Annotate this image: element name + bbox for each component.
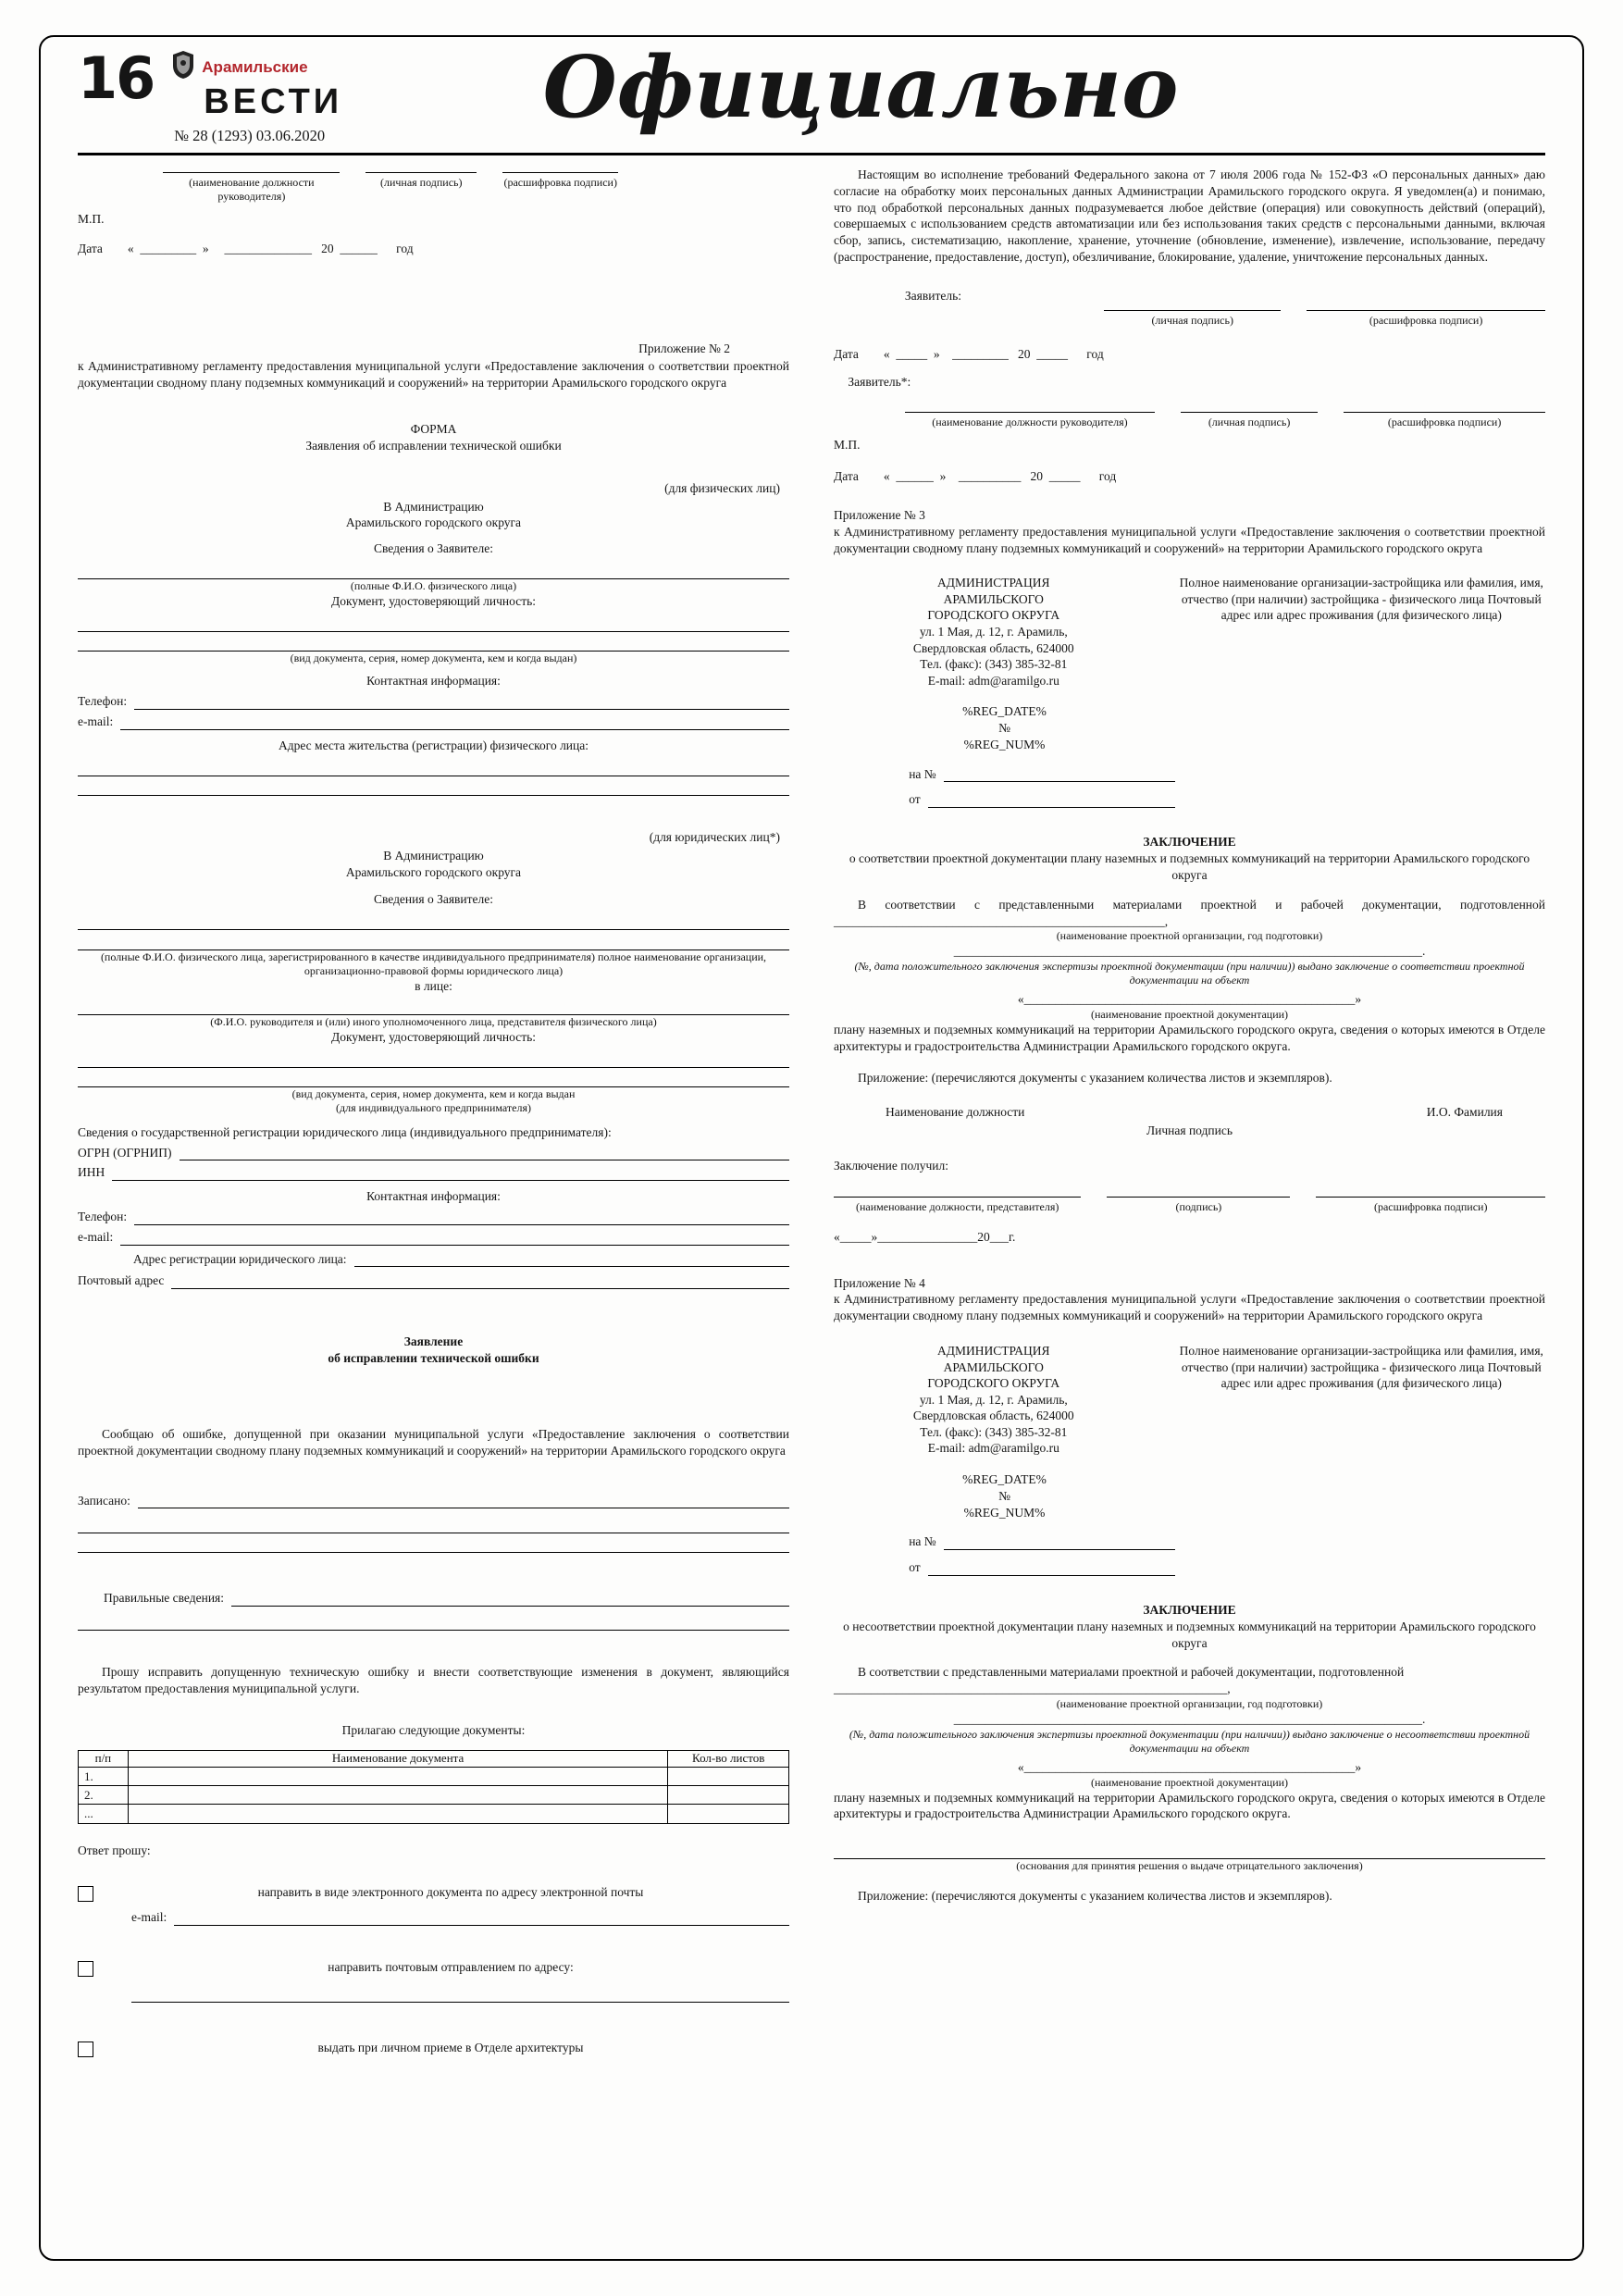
reg-number-placeholder: %REG_NUM%: [963, 737, 1046, 751]
administration-address-1: ул. 1 Мая, д. 12, г. Арамиль,: [919, 1392, 1068, 1407]
ogrn-row: [78, 1145, 789, 1161]
phone-label: Телефон:: [78, 1210, 128, 1223]
personal-signature-caption: (личная подпись): [1104, 310, 1281, 328]
email-row: [78, 714, 789, 730]
table-row: [79, 1805, 789, 1823]
administration-block: [834, 1343, 1154, 1457]
fill-line: [120, 716, 789, 730]
position-caption: (наименование должности руководителя): [905, 412, 1155, 429]
blank-line-text: ___________________________________________________________________________.: [953, 1712, 1426, 1727]
statement-title-2: об исправлении технической ошибки: [328, 1351, 539, 1366]
blank-line: [131, 1988, 789, 2003]
appendix-3-title: Приложение № 3: [834, 507, 925, 522]
conclusion-intro: В соответствии с представленными материалами проектной и рабочей документации, подготовленной _____________________________________________________,: [834, 897, 1545, 928]
attached-documents-label: Прилагаю следующие документы:: [341, 1723, 526, 1738]
empty-cell: [668, 1805, 789, 1823]
incoming-date-row: [909, 1559, 1175, 1576]
administration-email: E-mail: adm@aramilgo.ru: [927, 673, 1059, 688]
in-face-label: в лице:: [415, 978, 452, 993]
position-caption: (наименование должности, представителя): [834, 1197, 1081, 1214]
project-documentation-caption: (наименование проектной документации): [1090, 1775, 1289, 1789]
row-number-cell: 1.: [79, 1768, 129, 1786]
appendix-3-text: к Административному регламенту предоставления муниципальной услуги «Предоставление заключения о соответствии проектной документации сводному плану подземных коммуникаций и сооружений» на территории Арамильского городского округа: [834, 524, 1545, 555]
incoming-number-row: [909, 1533, 1175, 1550]
phone-row: [78, 693, 789, 710]
fill-line: [180, 1148, 790, 1161]
blank-line: [78, 781, 789, 796]
administration-name-2: АРАМИЛЬСКОГО: [943, 591, 1044, 606]
ogrn-label: ОГРН (ОГРНИП): [78, 1145, 172, 1160]
contact-info-label: Контактная информация:: [366, 1189, 501, 1204]
date-line: Дата « _________ » ______________ 20 ______ год: [78, 241, 414, 255]
fill-line: [928, 1562, 1175, 1576]
option-electronic-label: направить в виде электронного документа по адресу электронной почты: [257, 1885, 644, 1900]
reg-number-sign: №: [998, 721, 1010, 736]
letterhead: [834, 575, 1545, 689]
head-name-caption: (Ф.И.О. руководителя и (или) иного уполномоченного лица, представителя физического лица): [210, 1014, 657, 1028]
fill-line: [944, 769, 1175, 783]
administration-address-2: Свердловская область, 624000: [912, 1409, 1074, 1423]
fill-line: [231, 1593, 789, 1607]
page-number: 16: [78, 44, 155, 112]
option-personal: [78, 2040, 789, 2057]
administration-block: [834, 575, 1154, 689]
page-body: [78, 167, 1545, 2057]
fill-line: [354, 1254, 789, 1268]
checkbox-electronic-option: [78, 1886, 93, 1902]
signature-row: [905, 412, 1545, 429]
applicant-star-label: Заявитель*:: [848, 374, 911, 389]
applicant-info-label: Сведения о Заявителе:: [373, 541, 494, 556]
blank-line: [78, 1518, 789, 1533]
signature-decipher-caption: (расшифровка подписи): [1307, 310, 1545, 328]
for-legal-entities-label: (для юридических лиц*): [649, 829, 780, 844]
blank-line: [78, 565, 789, 579]
administration-name-2: АРАМИЛЬСКОГО: [943, 1359, 1044, 1374]
row-number-cell: ...: [79, 1805, 129, 1823]
incoming-number-row: [909, 766, 1175, 783]
conclusion-received-label: Заключение получил:: [834, 1159, 949, 1173]
blank-line: [78, 935, 789, 949]
date-line: «_____»________________20___г.: [834, 1229, 1016, 1244]
phone-label: Телефон:: [78, 694, 128, 709]
postal-address-row: [78, 1272, 789, 1289]
administration-name-1: АДМИНИСТРАЦИЯ: [937, 576, 1050, 590]
row-number-cell: 2.: [79, 1786, 129, 1805]
document-details-caption: (вид документа, серия, номер документа, кем и когда выдан: [291, 1086, 576, 1100]
personal-signature-label: Личная подпись: [1146, 1123, 1233, 1138]
signature-decipher-caption: (расшифровка подписи): [1316, 1197, 1545, 1214]
signature-row: [834, 1197, 1545, 1214]
administration-email: E-mail: adm@aramilgo.ru: [927, 1441, 1059, 1456]
coat-of-arms-icon: [172, 50, 194, 84]
addressee-line-2: Арамильского городского округа: [345, 864, 522, 879]
blank-line: [78, 637, 789, 652]
document-details-caption: (вид документа, серия, номер документа, кем и когда выдан): [290, 652, 577, 665]
email-label: e-mail:: [78, 714, 114, 728]
col-header-number: п/п: [79, 1751, 129, 1768]
residence-address-label: Адрес места жительства (регистрации) физического лица:: [278, 738, 588, 752]
stamp-place-label: М.П.: [834, 438, 861, 453]
official-signature-row: [834, 1104, 1545, 1121]
incoming-number-label: на №: [909, 766, 936, 781]
table-row: [79, 1768, 789, 1786]
reg-number-placeholder: %REG_NUM%: [963, 1505, 1046, 1520]
option-electronic: [78, 1884, 789, 1902]
blank-line: [78, 999, 789, 1014]
empty-cell: [128, 1768, 668, 1786]
right-column: [834, 167, 1545, 2057]
empty-cell: [128, 1786, 668, 1805]
form-subtitle: Заявления об исправлении технической ошибки: [305, 438, 562, 453]
reg-date-placeholder: %REG_DATE%: [962, 1471, 1047, 1486]
for-individuals-label: (для физических лиц): [664, 480, 780, 495]
appendix-2-title: Приложение № 2: [638, 341, 730, 355]
expertise-caption: (№, дата положительного заключения экспертизы проектной документации (при наличии)) выдано заключение о соответствии проектной документации на объект: [854, 960, 1525, 987]
personal-data-consent-text: Настоящим во исполнение требований Федерального закона от 7 июля 2006 года № 152-ФЗ «О персональных данных» даю согласие на обработку моих персональных данных Администрации Арамильского городского округа. Я уведомлен(а) и понимаю, что под обработкой персональных данных подразумевается любое действие (операция) или совокупность действий (операций), совершаемых с использованием средств автоматизации или без использования таких средств с персональными данными, включая сбор, запись, систематизацию, накопление, хранение, уточнение (обновление, изменение), извлечение, использование, передачу (распространение, предоставление, доступ), обезличивание, блокирование, удаление, уничтожение персональных данных.: [834, 168, 1545, 265]
incoming-date-label: от: [909, 792, 921, 807]
fill-line: [928, 794, 1175, 808]
email-row: [78, 1229, 789, 1246]
applicant-label: Заявитель:: [904, 288, 961, 303]
blank-line: [78, 1073, 789, 1087]
conclusion-title: ЗАКЛЮЧЕНИЕ: [1143, 835, 1236, 850]
administration-phone: Тел. (факс): (343) 385-32-81: [920, 1424, 1068, 1439]
brand-title: ВЕСТИ: [204, 82, 343, 121]
blank-line: [78, 1538, 789, 1553]
brand-name: Арамильские: [202, 57, 308, 76]
recorded-row: [78, 1493, 789, 1509]
incoming-number-label: на №: [909, 1534, 936, 1549]
col-header-document-name: Наименование документа: [128, 1751, 668, 1768]
contact-info-label: Контактная информация:: [366, 674, 501, 689]
blank-line: [834, 1844, 1545, 1859]
checkbox-personal-option: [78, 2042, 93, 2057]
position-caption: (наименование должности руководителя): [163, 172, 340, 204]
date-line: Дата « _____ » _________ 20 _____ год: [834, 346, 1104, 361]
phone-row: [78, 1209, 789, 1225]
left-column: [78, 167, 789, 2057]
attachment-note: Приложение: (перечисляются документы с указанием количества листов и экземпляров).: [858, 1889, 1332, 1904]
administration-phone: Тел. (факс): (343) 385-32-81: [920, 657, 1068, 672]
recorded-label: Записано:: [78, 1493, 130, 1508]
documents-table: [78, 1750, 789, 1823]
object-quote-line: «_____________________________________________________»: [1017, 992, 1362, 1007]
signature-caption: (подпись): [1107, 1197, 1290, 1214]
position-name-label: Наименование должности: [886, 1105, 1025, 1120]
full-name-caption: (полные Ф.И.О. физического лица): [350, 579, 517, 593]
fill-line: [120, 1232, 789, 1246]
conclusion-intro: В соответствии с представленными материалами проектной и рабочей документации, подготовленной: [858, 1665, 1405, 1680]
option-postal-label: направить почтовым отправлением по адресу:: [328, 1960, 574, 1975]
fill-line: [134, 696, 789, 710]
option-postal: [78, 1959, 789, 1977]
inn-label: ИНН: [78, 1165, 105, 1180]
expertise-caption: (№, дата положительного заключения экспертизы проектной документации (при наличии)) выдано заключение о несоответствии проектной документации на объект: [849, 1727, 1530, 1755]
reg-date-placeholder: %REG_DATE%: [962, 704, 1047, 719]
fill-line: [138, 1495, 789, 1508]
fix-request-text: Прошу исправить допущенную техническую ошибку и внести соответствующие изменения в документ, являющийся результатом предоставления муниципальной услуги.: [78, 1664, 789, 1695]
blank-line: [78, 1052, 789, 1067]
conclusion-title: ЗАКЛЮЧЕНИЕ: [1143, 1602, 1236, 1617]
header-rule: [78, 153, 1545, 155]
answer-request-label: Ответ прошу:: [78, 1843, 151, 1857]
administration-name-3: ГОРОДСКОГО ОКРУГА: [927, 608, 1060, 623]
project-organization-caption: (наименование проектной организации, год подготовки): [1056, 1697, 1323, 1711]
administration-address-2: Свердловская область, 624000: [912, 640, 1074, 655]
addressee-line-1: В Администрацию: [383, 848, 484, 863]
incoming-date-label: от: [909, 1560, 921, 1575]
state-registration-label: Сведения о государственной регистрации юридического лица (индивидуального предпринимателя):: [78, 1124, 612, 1139]
form-title: ФОРМА: [410, 422, 457, 437]
col-header-sheet-count: Кол-во листов: [668, 1751, 789, 1768]
blank-line: [78, 617, 789, 632]
conclusion-subtitle: о соответствии проектной документации плану наземных и подземных коммуникаций на территории Арамильского городского округа: [849, 851, 1530, 882]
table-header-row: [79, 1751, 789, 1768]
blank-line-text: ___________________________________________________________________________.: [953, 944, 1426, 959]
administration-name-1: АДМИНИСТРАЦИЯ: [937, 1344, 1050, 1359]
postal-address-label: Почтовый адрес: [78, 1273, 165, 1288]
identity-document-label: Документ, удостоверяющий личность:: [330, 1029, 537, 1044]
initials-surname-label: И.О. Фамилия: [1426, 1105, 1503, 1120]
option-personal-label: выдать при личном приеме в Отделе архитектуры: [317, 2041, 584, 2055]
incoming-date-row: [909, 791, 1175, 808]
checkbox-postal-option: [78, 1961, 93, 1977]
project-organization-caption: (наименование проектной организации, год подготовки): [1056, 929, 1323, 943]
answer-email-row: [131, 1909, 789, 1926]
signature-decipher-caption: (расшифровка подписи): [1344, 412, 1545, 429]
fill-line: [134, 1211, 789, 1225]
administration-address-1: ул. 1 Мая, д. 12, г. Арамиль,: [919, 625, 1068, 639]
blank-line-text: _______________________________________________________________,: [834, 1682, 1231, 1696]
applicant-info-label: Сведения о Заявителе:: [373, 892, 494, 907]
letterhead: [834, 1343, 1545, 1457]
blank-line: [78, 915, 789, 930]
blank-line: [78, 1616, 789, 1631]
organization-name-caption: (полные Ф.И.О. физического лица, зарегистрированного в качестве индивидуального предпринимателя) полное наименование организации, организационно-правовой формы юридического лица): [100, 949, 767, 977]
empty-cell: [128, 1805, 668, 1823]
signature-row: [163, 172, 618, 204]
fill-line: [944, 1536, 1175, 1550]
addressee-line-2: Арамильского городского округа: [345, 515, 522, 530]
conclusion-body: плану наземных и подземных коммуникаций на территории Арамильского городского округа, сведения о которых имеются в Отделе архитектуры и градостроительства Администрации Арамильского городского округа.: [834, 1790, 1545, 1821]
refusal-reasons-caption: (основания для принятия решения о выдаче отрицательного заключения): [1016, 1859, 1363, 1873]
conclusion-subtitle: о несоответствии проектной документации плану наземных и подземных коммуникаций на территории Арамильского городского округа: [843, 1619, 1536, 1650]
identity-document-label: Документ, удостоверяющий личность:: [330, 594, 537, 609]
attachment-note: Приложение: (перечисляются документы с указанием количества листов и экземпляров).: [858, 1070, 1332, 1085]
empty-cell: [668, 1768, 789, 1786]
conclusion-body: плану наземных и подземных коммуникаций на территории Арамильского городского округа, сведения о которых имеются в Отделе архитектуры и градостроительства Администрации Арамильского городского округа.: [834, 1022, 1545, 1053]
reg-number-sign: №: [998, 1488, 1010, 1503]
personal-signature-caption: (личная подпись): [1181, 412, 1318, 429]
signature-row: [1104, 310, 1545, 328]
table-row: [79, 1786, 789, 1805]
date-line: Дата « ______ » __________ 20 _____ год: [834, 469, 1117, 484]
appendix-4-title: Приложение № 4: [834, 1275, 925, 1290]
addressee-line-1: В Администрацию: [383, 499, 484, 514]
fill-line: [112, 1167, 789, 1181]
appendix-2-text: к Административному регламенту предоставления муниципальной услуги «Предоставление заключения о соответствии проектной документации сводному плану подземных коммуникаций и сооружений» на территории Арамильского городского округа: [78, 359, 789, 391]
page-header: [78, 37, 1545, 145]
object-quote-line: «_____________________________________________________»: [1017, 1759, 1362, 1774]
project-documentation-caption: (наименование проектной документации): [1090, 1007, 1289, 1021]
addressee-block: Полное наименование организации-застройщика или фамилия, имя, отчество (при наличии) застройщика - физического лица Почтовый адрес или адрес проживания (для физического лица): [1179, 1344, 1543, 1391]
signature-decipher-caption: (расшифровка подписи): [502, 172, 618, 204]
statement-title-1: Заявление: [403, 1334, 464, 1349]
legal-address-row: [78, 1251, 789, 1268]
correct-data-row: [78, 1590, 789, 1607]
empty-cell: [668, 1786, 789, 1805]
registration-block: [834, 703, 1175, 808]
statement-intro: Сообщаю об ошибке, допущенной при оказании муниципальной услуги «Предоставление заключения о соответствии проектной документации сводному плану подземных коммуникаций и сооружений» на территории Арамильского городского округа: [78, 1426, 789, 1458]
addressee-block: Полное наименование организации-застройщика или фамилия, имя, отчество (при наличии) застройщика - физического лица Почтовый адрес или адрес проживания (для физического лица): [1179, 576, 1543, 623]
legal-address-label: Адрес регистрации юридического лица:: [133, 1251, 347, 1266]
appendix-4-text: к Административному регламенту предоставления муниципальной услуги «Предоставление заключения о соответствии проектной документации сводному плану подземных коммуникаций и сооружений» на территории Арамильского городского округа: [834, 1292, 1545, 1323]
administration-name-3: ГОРОДСКОГО ОКРУГА: [927, 1376, 1060, 1391]
personal-signature-caption: (личная подпись): [365, 172, 477, 204]
blank-line: [78, 762, 789, 776]
fill-line: [174, 1912, 789, 1926]
fill-line: [171, 1275, 789, 1289]
inn-row: [78, 1164, 789, 1181]
stamp-place-label: М.П.: [78, 212, 105, 226]
correct-data-label: Правильные сведения:: [104, 1590, 225, 1605]
email-label: e-mail:: [78, 1229, 114, 1244]
registration-block: [834, 1471, 1175, 1576]
for-entrepreneur-caption: (для индивидуального предпринимателя): [336, 1100, 531, 1114]
section-title: Официально: [542, 37, 1179, 137]
issue-number: № 28 (1293) 03.06.2020: [174, 127, 326, 144]
email-label: e-mail:: [131, 1910, 167, 1925]
